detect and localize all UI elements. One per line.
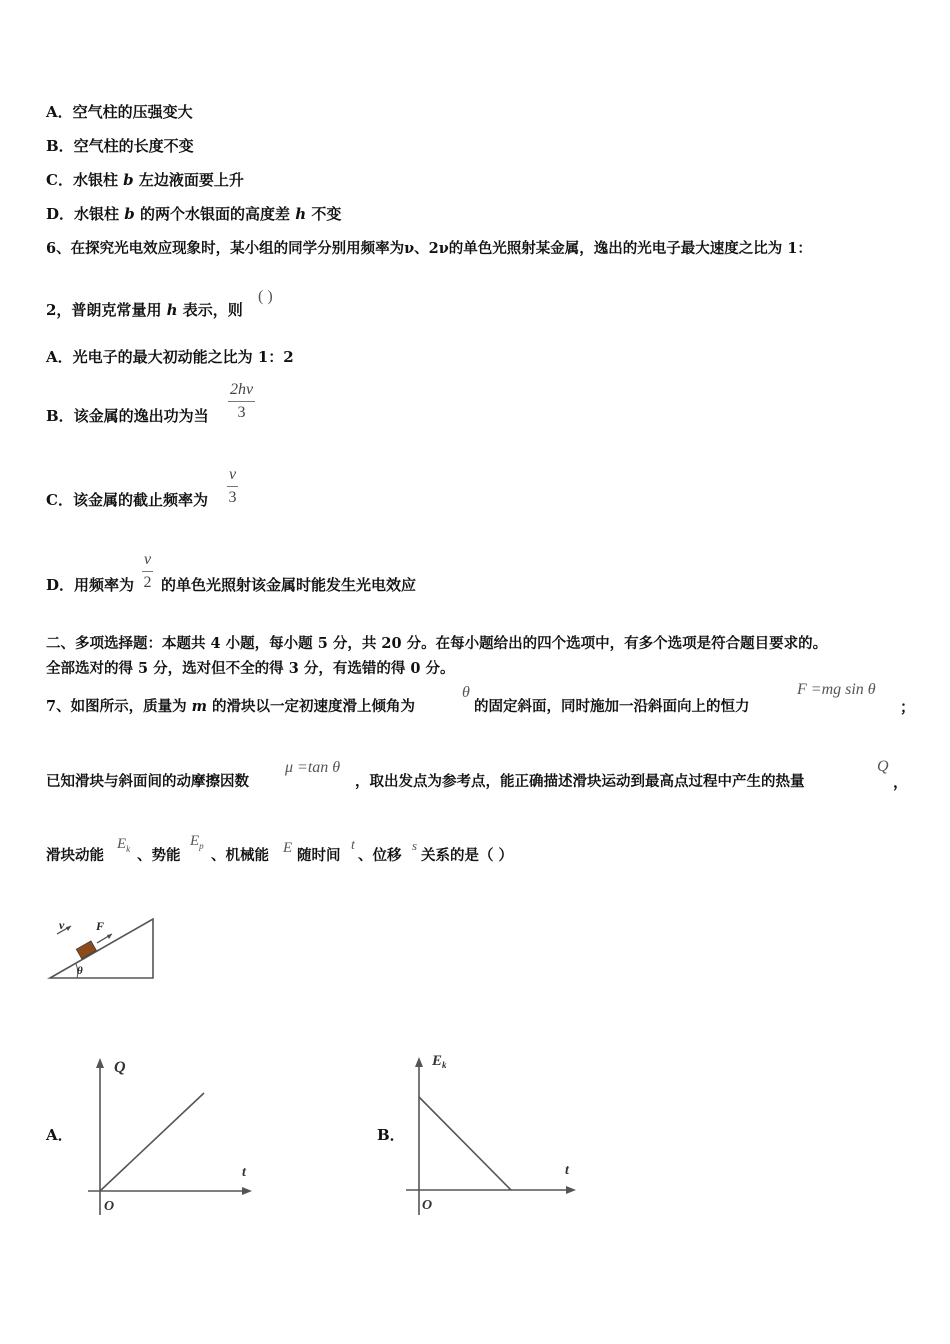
graph-b-y-symbol: E (432, 1053, 443, 1069)
fraction-bar (228, 401, 255, 402)
graph-b-x-label: t (565, 1163, 569, 1178)
q7-line1-b: 的滑块以一定初速度滑上倾角为 (206, 698, 416, 715)
velocity-arrowhead (66, 926, 71, 931)
q5-option-c-var: b (123, 171, 134, 189)
q7-line3-b: 、势能 (137, 847, 181, 864)
q6-stem-line2-post: 表示，则 (177, 301, 243, 319)
q7-line1 (46, 697, 415, 717)
q6-option-b-numerator: 2hv (230, 381, 254, 398)
q6-option-b-denominator: 3 (237, 404, 246, 421)
q6-option-c-denominator: 3 (228, 489, 237, 506)
q5-option-a: A．空气柱的压强变大 (46, 103, 193, 121)
graph-b-y-label (431, 1053, 447, 1070)
graph-a-y-label: Q (114, 1059, 126, 1076)
q7-line3-e: 、位移 (358, 847, 402, 864)
q6-answer-paren: ( ) (258, 288, 273, 305)
q7-theta: θ (462, 684, 470, 701)
q7-semicolon: ； (900, 698, 916, 716)
graph-a-x-label: t (242, 1165, 246, 1180)
q5-option-c-pre: C．水银柱 (46, 171, 124, 189)
q6-stem-line2-var: h (166, 301, 178, 319)
q7-mechanical-energy: E (283, 840, 293, 856)
q5-option-c-post: 左边液面要上升 (133, 171, 244, 189)
graph-a-origin-label: O (104, 1199, 115, 1214)
q5-option-d-mid: 的两个水银面的高度差 (134, 205, 296, 223)
q7-line3-f: 关系的是（ ） (421, 847, 514, 864)
q7-line2-a: 已知滑块与斜面间的动摩擦因数 (46, 773, 249, 790)
q5-option-d-var2: h (295, 205, 307, 223)
q5-option-b: B．空气柱的长度不变 (46, 137, 194, 155)
q7-ek-symbol: E (117, 836, 127, 852)
q5-option-d-post: 不变 (306, 205, 342, 223)
graph-b-option-label: B． (377, 1126, 405, 1144)
graph-a-y-arrow (96, 1058, 104, 1068)
q7-line1-a: 7、如图所示，质量为 (46, 698, 192, 715)
q7-mu-equation: μ =tan θ (285, 759, 341, 776)
q7-line3-a: 滑块动能 (46, 847, 104, 864)
block-rect (76, 941, 96, 959)
graph-a-option-label: A． (46, 1126, 73, 1144)
q7-line2-b: ，取出发点为参考点，能正确描述滑块运动到最高点过程中产生的热量 (355, 773, 805, 790)
q6-option-b-fraction (228, 380, 255, 423)
q7-comma: ， (893, 773, 909, 791)
q7-mass-var: m (191, 698, 207, 715)
q7-line3-d: 随时间 (297, 847, 341, 864)
q5-option-d-pre: D．水银柱 (46, 205, 125, 223)
incline-figure (40, 905, 165, 985)
q7-time-symbol: t (351, 838, 355, 853)
q6-option-c-fraction (227, 465, 238, 508)
q6-option-c: C．该金属的截止频率为 (46, 491, 208, 509)
q7-kinetic-energy (117, 836, 130, 854)
q5-option-d-var: b (124, 205, 135, 223)
graph-b-ek-line (419, 1097, 511, 1190)
q7-ek-subscript: k (126, 844, 131, 854)
q7-displacement-symbol: s (412, 838, 418, 853)
q7-force-equation: F =mg sin θ (797, 681, 876, 698)
q5-option-c (46, 170, 244, 190)
force-arrowhead (107, 934, 112, 939)
q6-option-d-post: 的单色光照射该金属时能发生光电效应 (161, 576, 417, 594)
q6-option-d-denominator: 2 (143, 574, 152, 591)
graph-a (82, 1050, 262, 1220)
section2-line2: 全部选对的得 5 分，选对但不全的得 3 分，有选错的得 0 分。 (46, 660, 455, 677)
q6-option-d-fraction (142, 550, 153, 593)
graph-b-x-arrow (566, 1186, 576, 1194)
q6-stem-line1: 6、在探究光电效应现象时，某小组的同学分别用频率为ν、2ν的单色光照射某金属，逸出的光电子最大速度之比为 1： (46, 240, 812, 257)
q7-ep-subscript: p (199, 841, 204, 851)
q7-potential-energy (190, 833, 204, 851)
q6-option-c-numerator: v (229, 466, 237, 483)
graph-a-q-line (100, 1093, 204, 1191)
velocity-label: v (59, 918, 65, 932)
force-label: F (96, 919, 105, 933)
q5-option-d (46, 204, 341, 224)
q7-line1-c: 的固定斜面，同时施加一沿斜面向上的恒力 (474, 698, 750, 715)
q7-heat-symbol: Q (877, 758, 889, 775)
graph-b-origin-label: O (422, 1198, 433, 1213)
theta-label: θ (77, 965, 83, 977)
q6-option-b: B．该金属的逸出功为当 (46, 407, 209, 425)
q6-option-a: A．光电子的最大初动能之比为 1：2 (46, 348, 294, 366)
fraction-bar (142, 571, 153, 572)
q7-line3-c: 、机械能 (211, 847, 269, 864)
q6-option-d-pre: D．用频率为 (46, 576, 135, 594)
q6-stem-line2-pre: 2，普朗克常量用 (46, 301, 167, 319)
fraction-bar (227, 486, 238, 487)
q6-stem-line2 (46, 300, 243, 320)
graph-b-y-subscript: k (442, 1060, 447, 1070)
graph-a-x-arrow (242, 1187, 252, 1195)
graph-b (400, 1045, 590, 1220)
q6-option-d-numerator: v (144, 551, 152, 568)
section2-line1: 二、多项选择题：本题共 4 小题，每小题 5 分，共 20 分。在每小题给出的四个选项中，有多个选项是符合题目要求的。 (46, 635, 828, 652)
graph-b-y-arrow (415, 1057, 423, 1067)
q7-ep-symbol: E (190, 833, 200, 849)
sliding-block (76, 941, 96, 959)
